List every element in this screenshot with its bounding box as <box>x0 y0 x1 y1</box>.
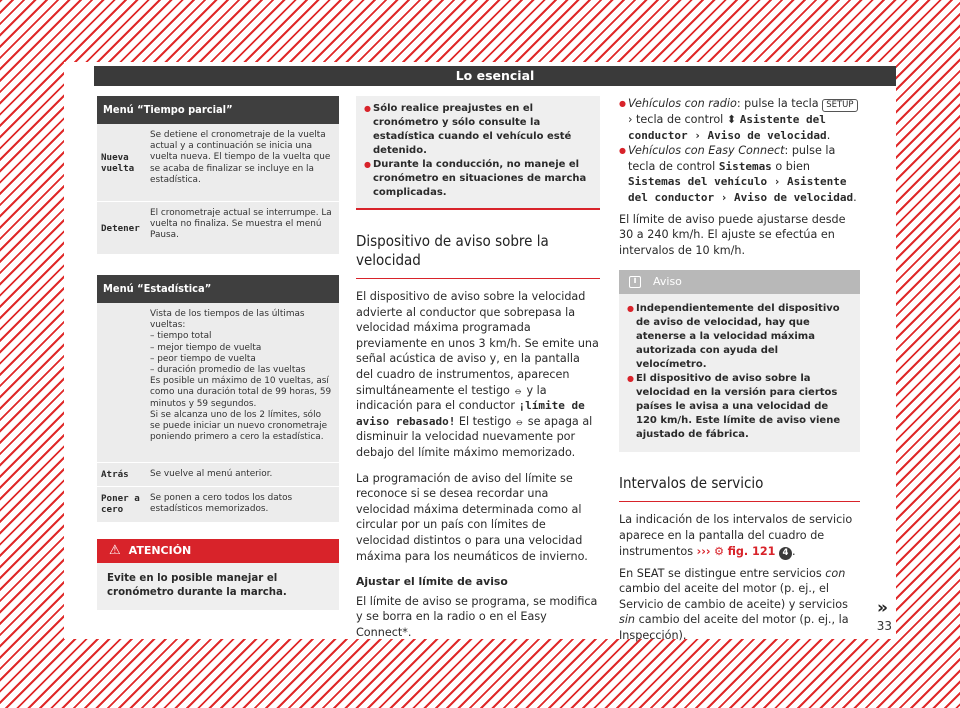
table-key: Atrás <box>101 469 129 480</box>
warning-title: ATENCIÓN <box>128 544 192 557</box>
table-key: Poner a cero <box>101 493 140 515</box>
list-item: ● Vehículos con Easy Connect: pulse la tecla de control Sistemas o bien Sistemas del vehículo › Asistente del conductor › Aviso de velocidad. <box>619 143 860 205</box>
table-key: Detener <box>101 222 140 234</box>
table-key <box>97 303 142 462</box>
paragraph: El dispositivo de aviso sobre la velocidad advierte al conductor que sobrepasa la velocidad máxima programada previamente en unos 3 km/h. Se emite una señal acústica de aviso y, en la pantalla del cuadro de instrumentos, aparecen simultáneamente el testigo ⦵ y la indicación para el conductor ¡límite de aviso rebasado! El testigo ⦵ se apaga al disminuir la velocidad nuevamente por debajo del límite máximo memorizado. <box>356 290 599 459</box>
table-row <box>97 487 339 523</box>
setup-key: SETUP <box>822 99 857 112</box>
page-header: Lo esencial <box>94 66 896 86</box>
subheading: Ajustar el límite de aviso <box>356 575 508 589</box>
paragraph: El límite de aviso se programa, se modifica y se borra en la radio o en el Easy Connect*. <box>356 594 598 639</box>
table-key: Nueva vuelta <box>101 151 135 174</box>
list-item: ● El dispositivo de aviso sobre la velocidad en la versión para ciertos países le avisa a una velocidad de 120 km/h. Este límite de aviso viene ajustado de fábrica. <box>627 372 852 442</box>
list-item: ● Sólo realice preajustes en el cronómetro y sólo consulte la estadística cuando el vehículo esté detenido. <box>364 102 592 158</box>
table-value: Vista de los tiempos de las últimas vueltas: – tiempo total – mejor tiempo de vuelta – peor tiempo de vuelta – duración promedio de las vueltas Es posible un máximo de 10 vueltas, así como una duración total de 99 horas, 59 minutos y 59 segundos. Si se alcanza uno de los 2 límites, sólo se puede iniciar un nuevo cronometraje poniendo primero a cero la estadística. <box>150 309 332 443</box>
figure-callout-badge: 4 <box>779 547 792 560</box>
list-item: ● Independientemente del dispositivo de aviso de velocidad, hay que atenerse a la velocidad máxima autorizada con ayuda del velocímetro. <box>627 302 852 372</box>
list-item: ● Vehículos con radio: pulse la tecla SETUP › tecla de control ⬍ Asistente del conductor › Aviso de velocidad. <box>619 96 860 143</box>
info-icon: i <box>629 276 641 288</box>
column-middle <box>356 96 600 640</box>
warning-text: Evite en lo posible manejar el cronómetro durante la marcha. <box>107 573 287 598</box>
table-title: Menú “Estadística” <box>97 275 339 303</box>
warning-box <box>97 539 339 610</box>
paragraph: La indicación de los intervalos de servicio aparece en la pantalla del cuadro de instrumentos ››› ⚙ fig. 121 4 . <box>619 513 853 558</box>
column-left <box>97 96 339 610</box>
list-item: ● Durante la conducción, no maneje el cronómetro en situaciones de marcha complicadas. <box>364 158 592 200</box>
table-row <box>97 303 339 463</box>
table-row <box>97 463 339 487</box>
table-value: Se ponen a cero todos los datos estadísticos memorizados. <box>150 493 293 515</box>
table-value: Se vuelve al menú anterior. <box>150 469 273 479</box>
paragraph: El límite de aviso puede ajustarse desde 30 a 240 km/h. El ajuste se efectúa en intervalos de 10 km/h. <box>619 212 846 257</box>
page <box>64 62 896 642</box>
column-right <box>619 96 860 644</box>
table-value: El cronometraje actual se interrumpe. La vuelta no finaliza. Se muestra el menú Pausa. <box>150 208 332 241</box>
speed-warning-lamp-icon: ⦵ <box>514 414 525 428</box>
warning-triangle-icon: ⚠ <box>109 543 121 558</box>
warning-continuation-box <box>356 96 600 210</box>
speed-warning-lamp-icon: ⦵ <box>513 383 523 397</box>
note-box <box>619 270 860 452</box>
table-value: Se detiene el cronometraje de la vuelta actual y a continuación se inicia una vuelta nueva. El tiempo de la vuelta que se acaba de finalizar se incluye en la estadística. <box>150 130 331 185</box>
reference-arrows-icon: ››› <box>696 544 711 558</box>
table-title: Menú “Tiempo parcial” <box>97 96 339 124</box>
paragraph: La programación de aviso del límite se reconoce si se desea recordar una velocidad máxima determinada como al circular por un país con límites de velocidad distintos o para una velocidad máxima para los neumáticos de invierno. <box>356 471 588 563</box>
figure-link[interactable]: fig. 121 <box>727 544 776 558</box>
table-row <box>97 124 339 202</box>
figure-icon: ⚙ <box>714 544 725 558</box>
note-title: Aviso <box>653 275 682 289</box>
continue-marker: » <box>877 598 888 618</box>
updown-arrows-icon: ⬍ <box>726 113 737 126</box>
paragraph: En SEAT se distingue entre servicios con cambio del aceite del motor (p. ej., el Servicio de cambio de aceite) y servicios sin cambio del aceite del motor (p. ej., la Inspección). <box>619 566 849 642</box>
page-number: 33 <box>876 619 892 633</box>
table-row <box>97 202 339 255</box>
section-title: Intervalos de servicio <box>619 474 860 502</box>
section-title: Dispositivo de aviso sobre la velocidad <box>356 232 600 279</box>
